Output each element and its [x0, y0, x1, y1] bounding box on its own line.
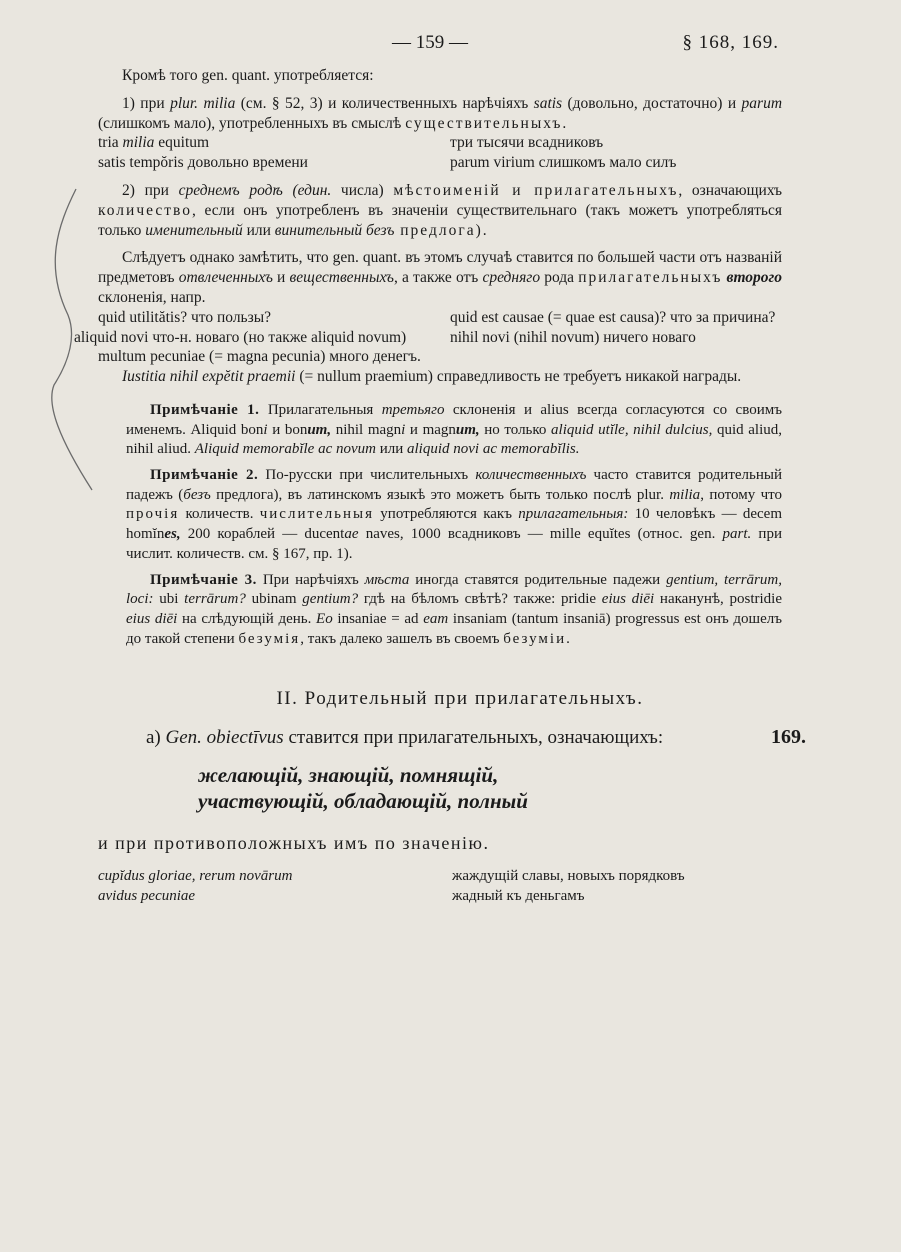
example-row: cupĭdus gloriae, rerum novārum жаждущій славы, новыхъ порядковъ [98, 867, 685, 884]
example-row: avidus pecuniae жадный къ деньгамъ [98, 887, 585, 904]
contrary-line: и при противоположныхъ имъ по значенію. [98, 833, 490, 854]
adjective-list [98, 762, 782, 814]
paragraph-3: Слѣдуетъ однако замѣтить, что gen. quant. въ этомъ случаѣ ставится по большей части отъ названій предметовъ отвлеченныхъ и вещественныхъ, а также отъ средняго рода прилагательныхъ второго склоненія, напр. [98, 249, 783, 306]
examples-2 [74, 308, 782, 367]
note-1: Примѣчаніе 1. Прилагательныя третьяго склоненія и alius всегда согласуются со своимъ именемъ. Aliquid boni и bonum, nihil magni и magnum, но только aliquid utĭle, nihil dulcius, quid aliud, nihil aliud. Aliquid memorabĭle ac novum или aliquid novi ac memorabĭlis. [126, 401, 783, 458]
example-row: tria milia equitum три тысячи всадниковъ [98, 134, 604, 152]
section-reference: § 168, 169. [682, 32, 779, 53]
example-row: aliquid novi что-н. новаго (но также aliquid novum) nihil novi (nihil novum) ничего новаго [74, 328, 696, 346]
example-row: quid utilitătis? что пользы? quid est causae (= quae est causa)? что за причина? [98, 308, 776, 326]
paragraph-1: 1) при plur. milia (см. § 52, 3) и количественныхъ нарѣчіяхъ satis (довольно, достаточно) и parum (слишкомъ мало), употребленныхъ въ смыслѣ существительныхъ. [98, 94, 783, 132]
example-row: satis tempŏris довольно времени parum virium слишкомъ мало силъ [98, 154, 677, 172]
note-2: Примѣчаніе 2. По-русски при числительныхъ количественныхъ часто ставится родительный падежъ (безъ предлога), въ латинскомъ языкѣ это можетъ быть только послѣ plur. milia, потому что прочія количеств. числительныя употребляются какъ прилагательныя: 10 человѣкъ — decem homĭnes, 200 кораблей — ducentae naves, 1000 всадниковъ — mille equĭtes (относ. gen. part. при числит. количеств. см. § 167, пр. 1). [126, 467, 782, 562]
examples-4 [98, 866, 782, 906]
page-body [74, 66, 806, 906]
rule-169: a) Gen. obiectīvus ставится при прилагательныхъ, означающихъ: 169. [146, 726, 806, 749]
rule-number: 169. [771, 726, 806, 749]
intro-line: Кромѣ того gen. quant. употребляется: [122, 67, 374, 84]
example-3: Iustitia nihil expĕtit praemii (= nullum praemium) справедливость не требуетъ никакой награды. [122, 368, 742, 386]
examples-1 [98, 133, 782, 173]
note-3: Примѣчаніе 3. При нарѣчіяхъ мѣста иногда ставятся родительные падежи gentium, terrārum, loci: ubi terrārum? ubinam gentium? гдѣ на бѣломъ свѣтѣ? также: pridie eius diēi наканунѣ, postridie eius diēi на слѣдующій день. Eo insaniae = ad eam insaniam (tantum insaniā) progressus est онъ дошелъ до такой степени безумія, такъ далеко зашелъ въ своемъ безуміи. [126, 571, 783, 647]
section-heading: II. Родительный при прилагательныхъ. [276, 688, 644, 710]
page-number: — 159 — [392, 32, 468, 53]
adjective-line: участвующій, обладающій, полный [198, 789, 528, 814]
adjective-line: желающій, знающій, помнящій, [198, 763, 499, 788]
example-row: multum pecuniae (= magna pecunia) много денегъ. [98, 348, 421, 366]
paragraph-2: 2) при среднемъ родѣ (един. числа) мѣстоименій и прилагательныхъ, означающихъ количество, если онъ употребленъ въ значеніи существительнаго (такъ можетъ употребляться только именительный или винительный безъ предлога). [98, 181, 782, 239]
notes [126, 401, 782, 649]
